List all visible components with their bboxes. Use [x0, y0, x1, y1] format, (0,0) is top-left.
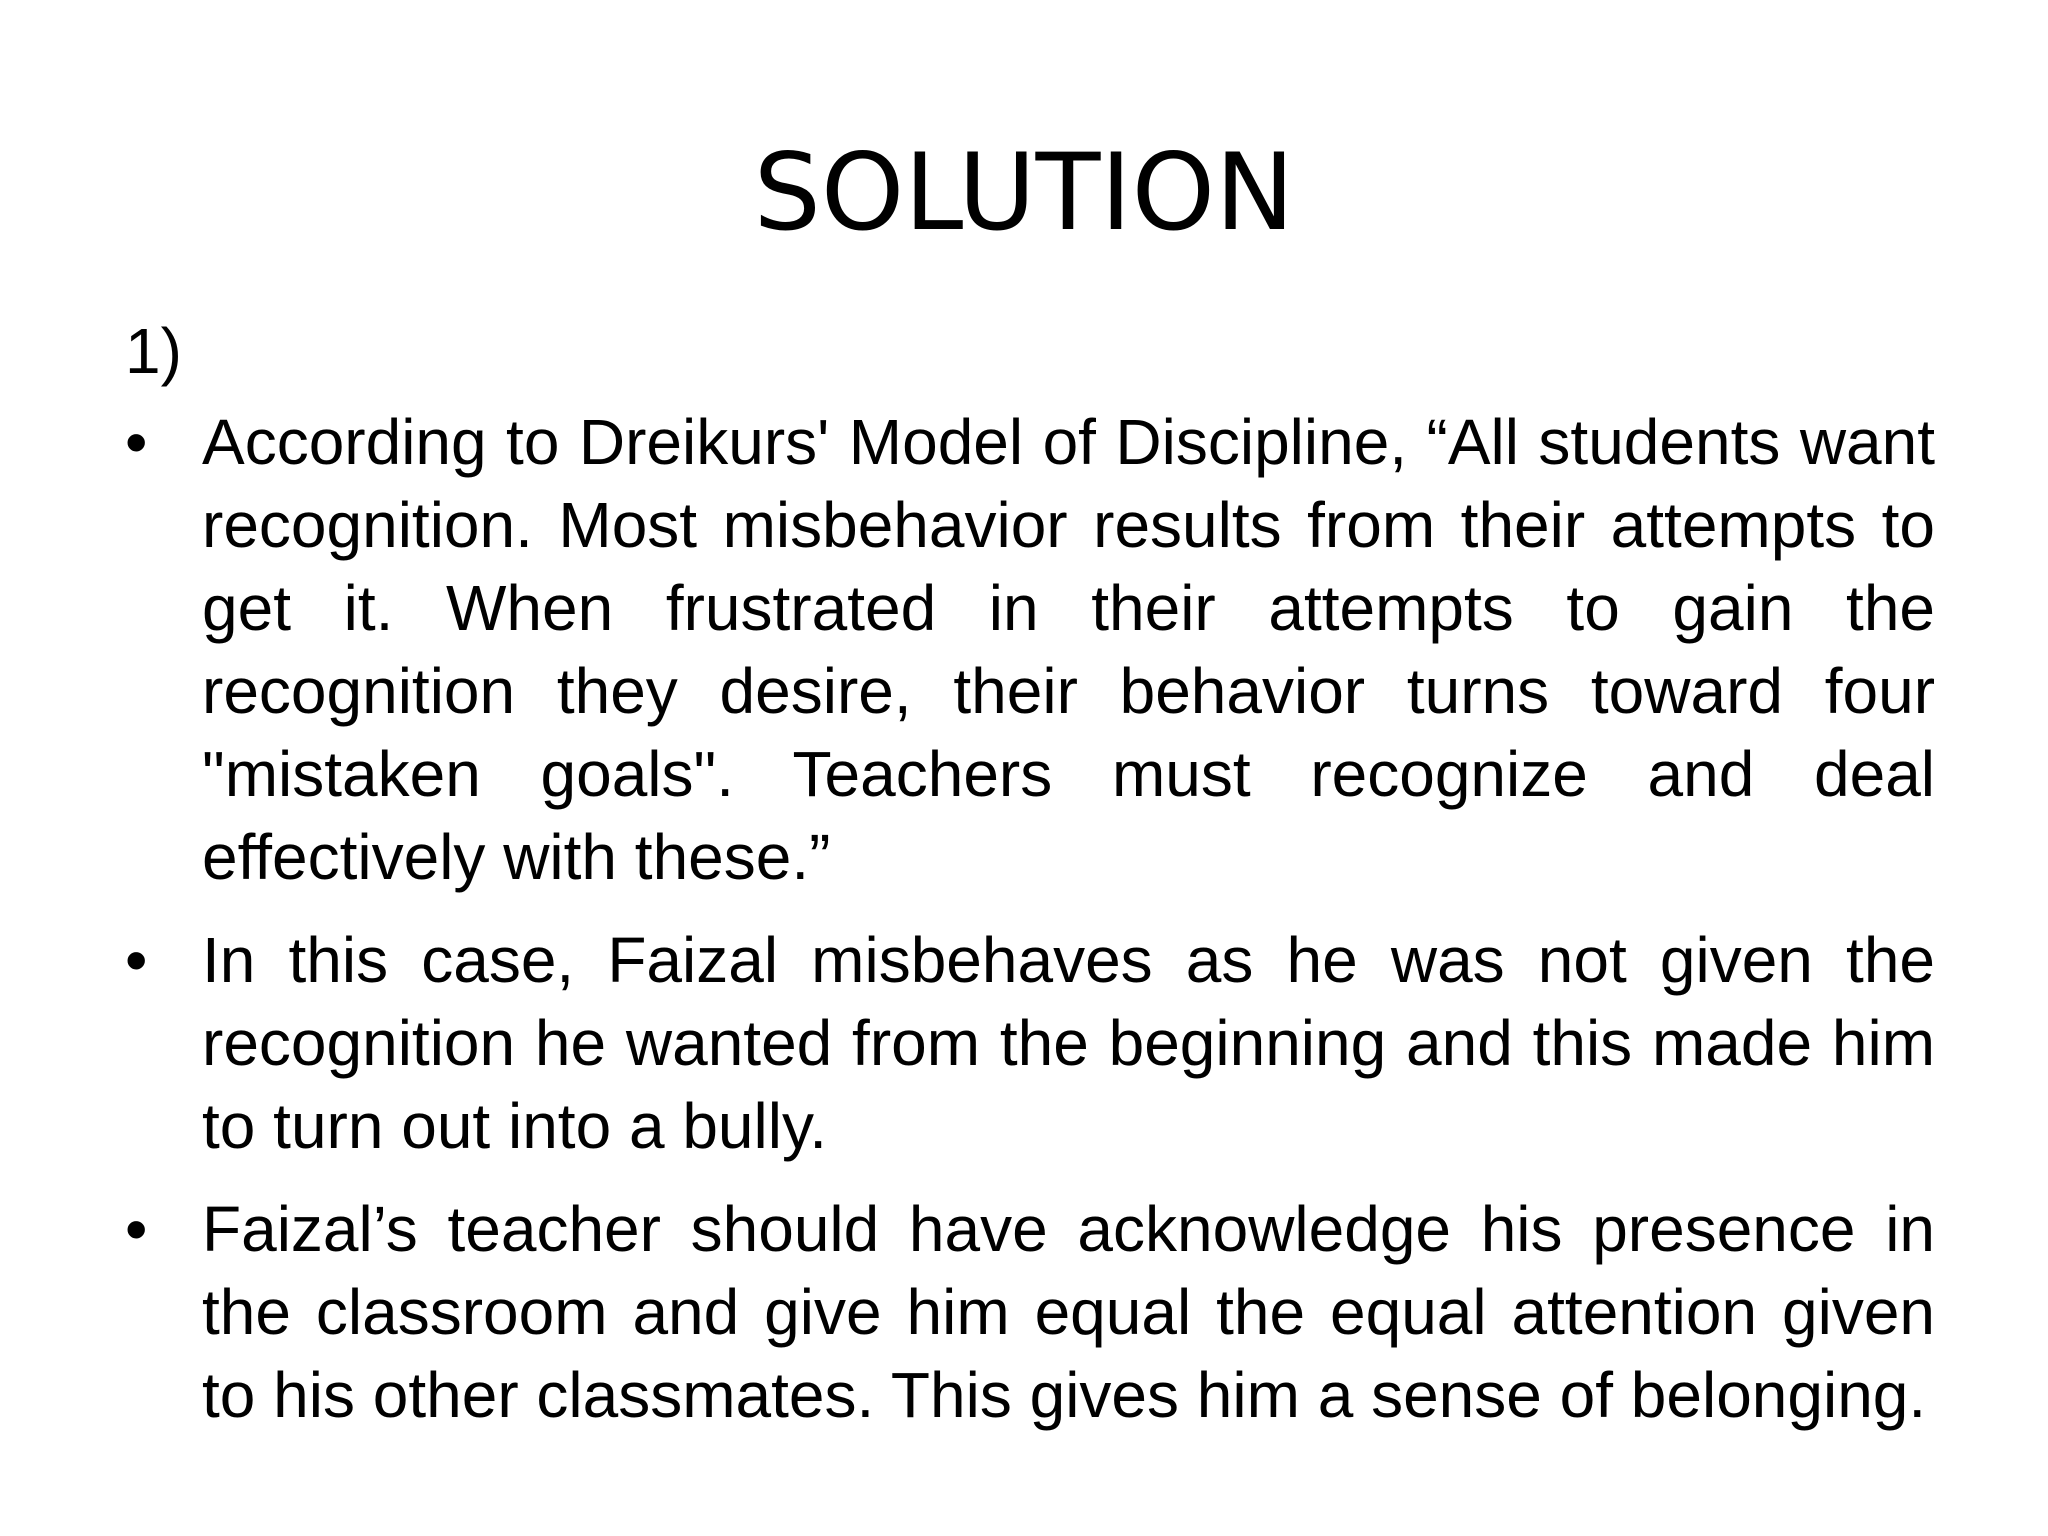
slide-title: SOLUTION [753, 131, 1295, 254]
bullet-text: Faizal’s teacher should have acknowledge his presence in the classroom and give him equal the equal attention given to his other classmates. This gives him a sense of belonging. [202, 1193, 1935, 1431]
section-number: 1) [125, 315, 182, 387]
bullet-item-2 [125, 919, 1935, 1168]
bullet-icon: • [125, 1193, 148, 1265]
bullet-text: According to Dreikurs' Model of Discipline, “All students want recognition. Most misbehavior results from their attempts to get it. When frustrated in their attempts to gain the recognition they desire, their behavior turns toward four "mistaken goals". Teachers must recognize and deal effectively with these.” [202, 406, 1935, 893]
bullet-text: In this case, Faizal misbehaves as he was not given the recognition he wanted from the beginning and this made him to turn out into a bully. [202, 924, 1935, 1162]
bullet-list [125, 401, 1935, 1437]
slide-content [125, 310, 1935, 1457]
bullet-item-1 [125, 401, 1935, 899]
bullet-item-3 [125, 1188, 1935, 1437]
bullet-icon: • [125, 406, 148, 478]
bullet-icon: • [125, 924, 148, 996]
